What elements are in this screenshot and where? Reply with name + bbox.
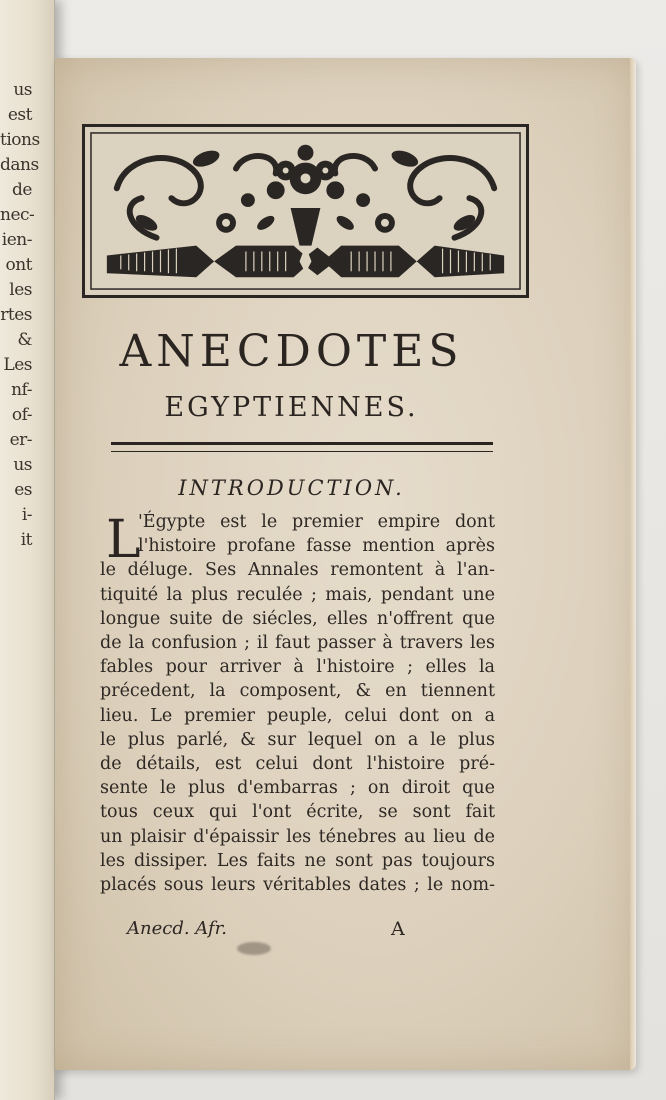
- left-fragment: ien-: [1, 230, 32, 250]
- left-fragment: les: [9, 280, 32, 300]
- title-rule-thin: [111, 451, 493, 452]
- text-line: sente le plus d'embarras ; on diroit que: [100, 778, 495, 799]
- section-heading: INTRODUCTION.: [178, 476, 405, 500]
- left-fragment: rtes: [0, 305, 32, 325]
- drop-cap: L: [106, 510, 141, 570]
- left-fragment: tions: [0, 130, 40, 150]
- left-fragment: de: [12, 180, 32, 200]
- left-fragment: us: [13, 455, 32, 475]
- left-page: [0, 0, 55, 1100]
- left-fragment: nec-: [0, 205, 35, 225]
- left-fragment: nf-: [11, 380, 32, 400]
- text-line: précedent, la composent, & en tiennent: [100, 681, 495, 702]
- text-line: l'histoire profane fasse mention après: [138, 536, 495, 557]
- left-fragment: dans: [0, 155, 39, 175]
- left-fragment: es: [14, 480, 32, 500]
- ink-stain: [237, 942, 271, 955]
- book-page: [55, 58, 636, 1070]
- text-line: placés sous leurs véritables dates ; le nom-: [100, 875, 495, 896]
- left-fragment: &: [17, 330, 32, 350]
- text-line: tous ceux qui l'ont écrite, se sont fait: [100, 802, 495, 823]
- left-fragment: Les: [3, 355, 32, 375]
- left-fragment: of-: [11, 405, 32, 425]
- text-line: tiquité la plus reculée ; mais, pendant une: [100, 584, 495, 605]
- text-line: longue suite de siécles, elles n'offrent que: [100, 608, 495, 629]
- page-subtitle: EGYPTIENNES.: [164, 392, 419, 423]
- body-text: [100, 510, 495, 897]
- headpiece-ornament: [82, 124, 529, 298]
- text-line: de la confusion ; il faut passer à travers les: [100, 633, 495, 654]
- title-rule-thick: [111, 442, 493, 445]
- left-fragment: ont: [5, 255, 32, 275]
- page-edge: [630, 58, 636, 1070]
- text-line: le plus parlé, & sur lequel on a le plus: [100, 729, 495, 750]
- text-line: le déluge. Ses Annales remontent à l'an-: [100, 560, 495, 581]
- text-line: fables pour arriver à l'histoire ; elles la: [100, 657, 495, 678]
- page-title: ANECDOTES: [119, 326, 464, 377]
- text-line: de détails, est celui dont l'histoire pré-: [100, 754, 495, 775]
- left-fragment: i-: [21, 505, 32, 525]
- text-line: un plaisir d'épaissir les ténebres au lieu de: [100, 826, 495, 847]
- text-line: 'Égypte est le premier empire dont: [138, 512, 495, 532]
- signature-mark: A: [391, 918, 405, 940]
- ornament-engraving: [87, 129, 524, 293]
- catchword: Anecd. Afr.: [127, 918, 227, 939]
- text-line: les dissiper. Les faits ne sont pas toujours: [100, 850, 495, 871]
- text-line: lieu. Le premier peuple, celui dont on a: [100, 705, 495, 726]
- left-fragment: er-: [9, 430, 32, 450]
- left-fragment: us est: [7, 80, 32, 125]
- left-fragment: it: [20, 530, 32, 550]
